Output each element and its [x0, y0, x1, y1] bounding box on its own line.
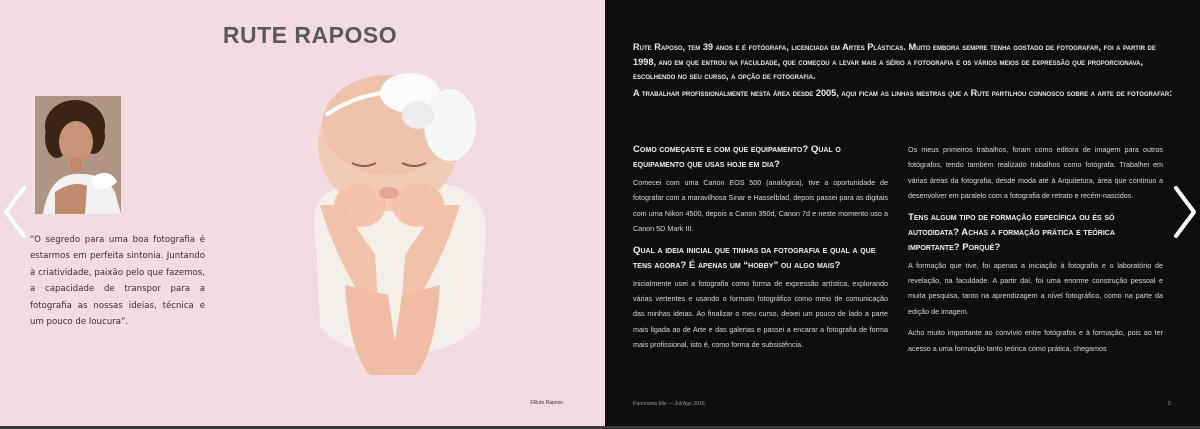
chevron-right-icon: [1170, 182, 1200, 242]
interview-answer: Os meus primeiros trabalhos, foram como editora de imagem para outros fotógrafos, tendo também realizado trabalhos como fotógrafa. Trabalhei em várias áreas da fotografia, desde moda até à Arquitetura, área que continuo a desenvolver em paralelo com a fotografia de retrato e recém-nascidos.: [908, 145, 1163, 201]
photo-credit: ©Rute Raposo: [530, 400, 563, 406]
page-footer-publication: Panorama Mix — Jul/Ago 2016: [633, 401, 705, 407]
interview-question: Qual a ideia inicial que tinhas da fotografia e qual a que tens agora? É apenas um “hobby” ou algo mais?: [633, 244, 876, 271]
intro-paragraph: Rute Raposo, tem 39 anos e é fotógrafa, licenciada em Artes Plásticas. Muito embora sempre tenha gostado de fotografar, foi a partir de 1998, ano em que entrou na faculdade, que começou a levar mais a sério a fotografia e os vários meios de expressão que proporcionava, escolhendo no seu curso, a opção de fotografia.: [633, 42, 1156, 82]
newborn-photo: [290, 55, 505, 400]
interview-answer: Acho muito importante ao convívio entre fotógrafos e à formação, pois ao ter acesso a uma formação tanto teórica como prática, chegamos: [908, 328, 1163, 353]
author-quote: “O segredo para uma boa fotografia é estarmos em perfeita sintonia. Juntando à criatividade, paixão pelo que fazemos, a capacidade de transpor para a fotografia as nossas ideias, técnica e um pouco de loucura”.: [30, 235, 205, 328]
interview-question: Tens algum tipo de formação específica ou és só autodidata? Achas a formação prática e teórica importante? Porquê?: [908, 211, 1115, 253]
author-portrait-image: [35, 96, 121, 214]
article-column-left: [633, 142, 888, 359]
previous-page-button[interactable]: [0, 182, 30, 242]
author-portrait: [35, 96, 121, 214]
interview-answer: Inicialmente usei a fotografia como forma de expressão artística, explorando várias vertentes e usando o formato fotográfico como meio de comunicação das minhas ideias. Ao finalizar o meu curso, deixei um pouco de lado a parte mais ligada ao de Arte e das galerias e passei a encarar a fotografia de forma mais profissional, isto é, como forma de subsistência.: [633, 278, 888, 350]
article-column-right: [908, 142, 1163, 362]
chevron-left-icon: [0, 182, 30, 242]
intro-paragraph: A trabalhar profissionalmente nesta área desde 2005, aqui ficam as linhas mestras que a Rute partilhou connosco sobre a arte de fotografar:: [633, 87, 1173, 98]
page-title: RUTE RAPOSO: [222, 22, 398, 48]
interview-answer: Comecei com uma Canon EOS 500 (analógica), tive a oportunidade de fotografar com a maravilhosa Sinar e Hasselblad, depois passei para as digitais com uma Nikon 4500, depois a Canon 350d, Canon 7d e neste momento uso a Canon 5D Mark III.: [633, 178, 888, 234]
next-page-button[interactable]: [1170, 182, 1200, 242]
newborn-photo-image: [290, 55, 505, 400]
page-number: 5: [1168, 401, 1171, 407]
article-intro: [633, 40, 1173, 102]
interview-answer: A formação que tive, foi apenas a iniciação à fotografia e o laboratório de revelação, na faculdade. A partir daí, foi uma enorme construção pessoal e muita pesquisa, tanto na aprendizagem a nível fotográfico, como na parte da edição de imagem.: [908, 260, 1163, 316]
interview-question: Como começaste e com que equipamento? Qual o equipamento que usas hoje em dia?: [633, 144, 841, 170]
